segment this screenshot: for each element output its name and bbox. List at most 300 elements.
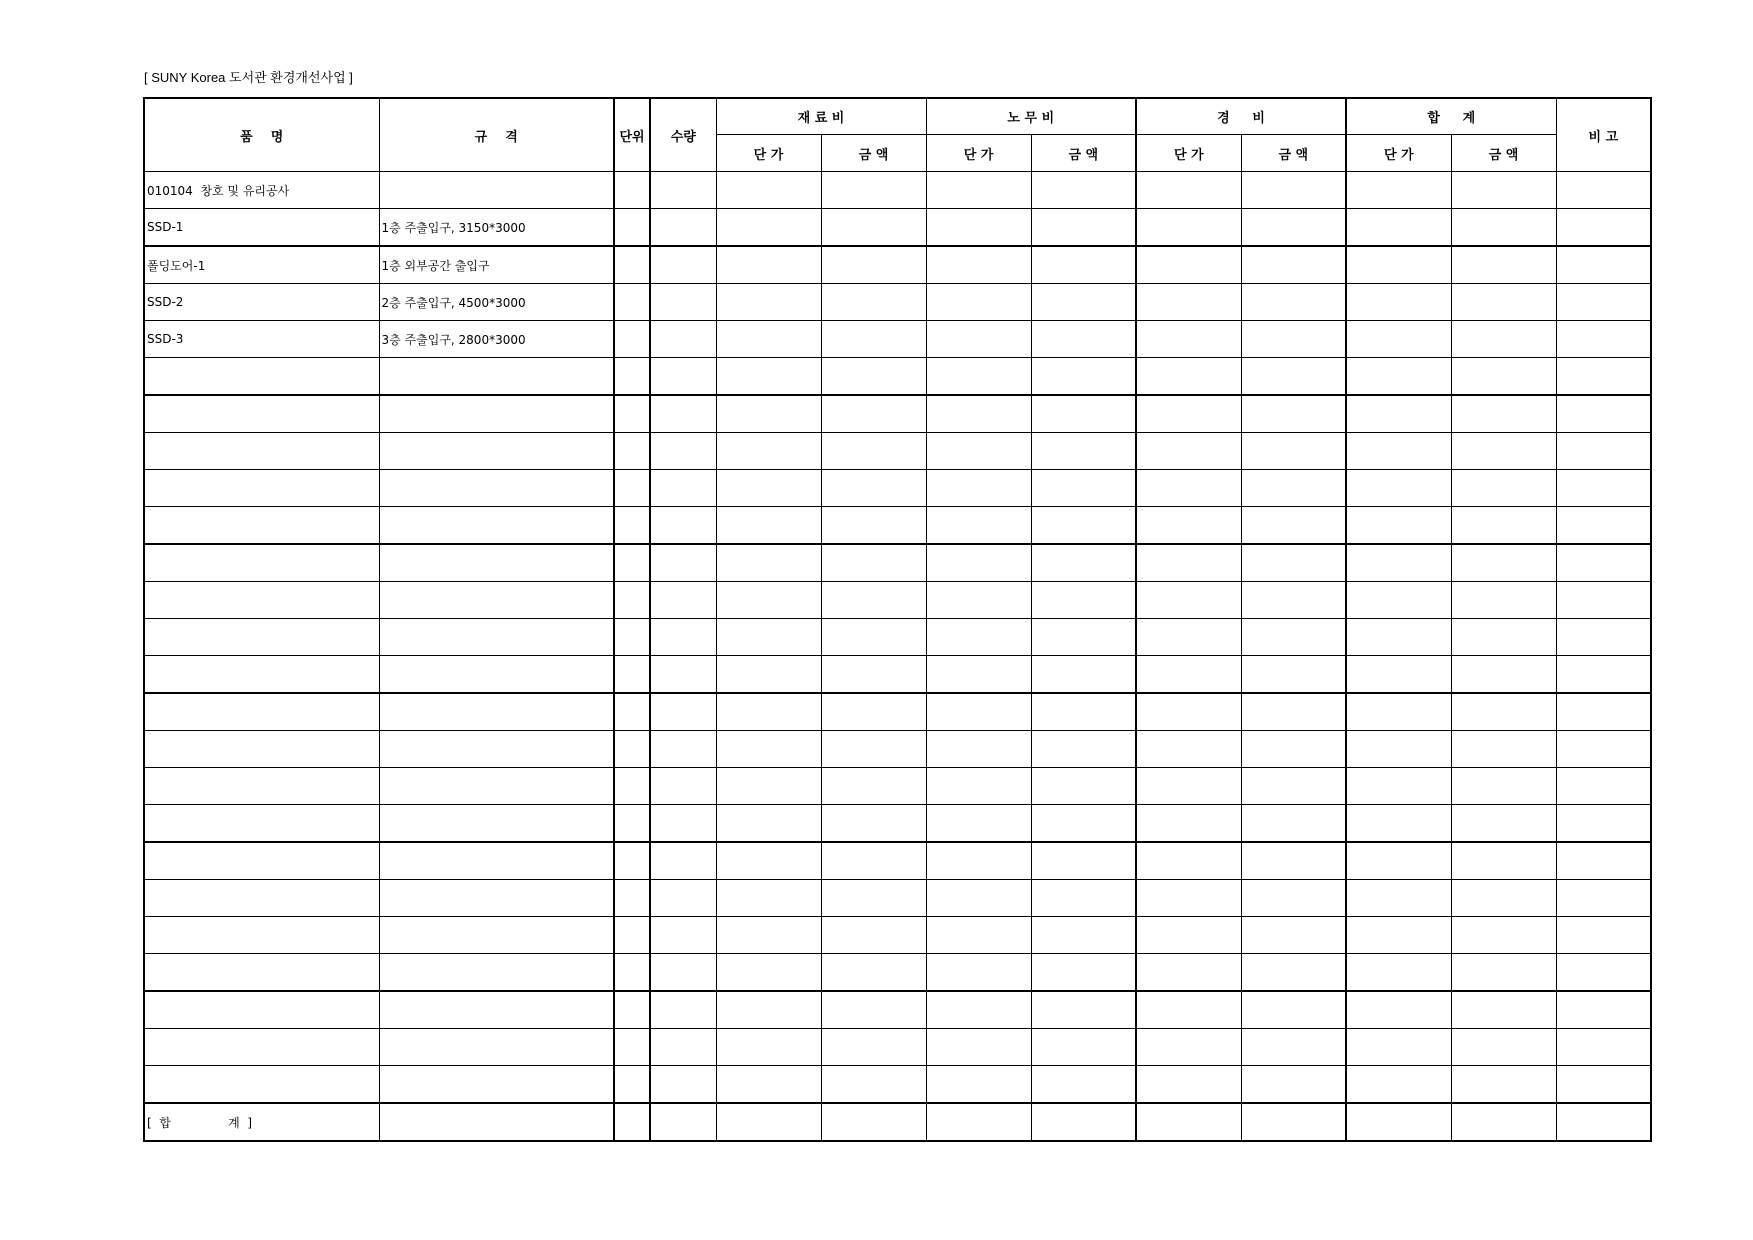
cell-empty [650,544,716,582]
cell-empty [716,284,821,321]
cell-empty [1031,321,1136,358]
cell-empty [1556,619,1651,656]
cell-empty [614,805,650,843]
cell-empty [1346,917,1451,954]
cell-empty [650,619,716,656]
cell-empty [1031,1029,1136,1066]
cell-item: SSD-2 [144,284,379,321]
cell-empty [821,880,926,917]
cell-spec: 1층 외부공간 출입구 [379,246,614,284]
header-total: 합 계 [1346,98,1556,135]
cell-empty [1136,582,1241,619]
cell-empty [1241,321,1346,358]
cell-empty [1451,842,1556,880]
cell-item: SSD-1 [144,209,379,247]
cell-empty [1451,507,1556,545]
cell-item [144,954,379,992]
cell-empty [614,991,650,1029]
cell-empty [1556,470,1651,507]
cell-empty [1346,172,1451,209]
cell-empty [716,731,821,768]
cell-empty [614,470,650,507]
cell-empty [716,470,821,507]
cell-spec: 3층 주출입구, 2800*3000 [379,321,614,358]
cell-empty [926,507,1031,545]
cell-empty [1346,395,1451,433]
cell-empty [926,880,1031,917]
cell-empty [650,991,716,1029]
cell-empty [650,321,716,358]
cell-spec [379,768,614,805]
cell-item [144,395,379,433]
cell-empty [821,619,926,656]
cell-empty [1241,731,1346,768]
cell-item [144,842,379,880]
cell-empty [1556,172,1651,209]
header-labor-amount: 금 액 [1031,135,1136,172]
cell-empty [716,544,821,582]
cell-spec [379,582,614,619]
cell-item: [ 합 계 ] [144,1103,379,1141]
header-unit: 단위 [614,98,650,172]
cell-empty [1241,693,1346,731]
cell-empty [650,507,716,545]
cell-empty [1136,693,1241,731]
cell-empty [1031,880,1136,917]
table-row [144,395,1651,433]
cell-empty [1451,731,1556,768]
table-row [144,805,1651,843]
cell-empty [1451,768,1556,805]
cell-empty [614,544,650,582]
cell-empty [1136,172,1241,209]
cell-empty [1346,1103,1451,1141]
cell-empty [1136,842,1241,880]
cell-empty [614,619,650,656]
cell-spec [379,544,614,582]
header-material: 재 료 비 [716,98,926,135]
cell-empty [614,284,650,321]
cell-empty [1241,582,1346,619]
cell-empty [1031,395,1136,433]
cell-empty [1346,544,1451,582]
cell-empty [926,284,1031,321]
cell-empty [1241,209,1346,247]
cell-empty [1346,842,1451,880]
cell-empty [926,544,1031,582]
cell-empty [926,991,1031,1029]
table-row [144,880,1651,917]
cell-spec [379,880,614,917]
cell-empty [1031,805,1136,843]
cell-empty [716,917,821,954]
cell-spec [379,693,614,731]
cell-empty [1556,582,1651,619]
cell-empty [1136,619,1241,656]
cell-empty [1241,805,1346,843]
cell-empty [1241,246,1346,284]
cell-empty [1241,880,1346,917]
cell-empty [650,693,716,731]
table-row [144,954,1651,992]
cell-empty [614,1103,650,1141]
header-item: 품 명 [144,98,379,172]
cell-empty [1556,1066,1651,1104]
cell-item [144,358,379,396]
cell-empty [650,880,716,917]
cell-empty [650,172,716,209]
cell-empty [716,209,821,247]
cell-empty [1136,991,1241,1029]
table-row [144,917,1651,954]
cell-empty [614,358,650,396]
cell-empty [1136,805,1241,843]
cell-empty [716,246,821,284]
cell-empty [716,172,821,209]
cell-empty [926,805,1031,843]
cell-empty [716,582,821,619]
cell-empty [1136,656,1241,694]
cell-empty [1031,246,1136,284]
cell-empty [821,991,926,1029]
cell-spec [379,1066,614,1104]
cell-empty [1556,321,1651,358]
cell-empty [614,693,650,731]
cell-empty [716,433,821,470]
cell-empty [1136,284,1241,321]
cell-empty [926,656,1031,694]
cell-empty [1136,507,1241,545]
cell-empty [821,1029,926,1066]
cell-empty [650,284,716,321]
cell-empty [614,582,650,619]
cell-empty [1346,656,1451,694]
cell-empty [821,954,926,992]
cell-empty [821,1103,926,1141]
cell-empty [1241,284,1346,321]
cell-empty [821,693,926,731]
table-row [144,768,1651,805]
cell-empty [821,470,926,507]
cell-empty [821,284,926,321]
cell-item [144,470,379,507]
cell-empty [1346,880,1451,917]
cell-empty [926,172,1031,209]
cell-empty [716,395,821,433]
cell-empty [1556,358,1651,396]
cell-empty [1031,1066,1136,1104]
cell-empty [1241,507,1346,545]
cell-empty [1346,507,1451,545]
header-total-unit-price: 단 가 [1346,135,1451,172]
cell-empty [1031,731,1136,768]
cell-empty [1136,544,1241,582]
cell-empty [1241,433,1346,470]
cell-empty [1556,768,1651,805]
cell-empty [716,619,821,656]
header-remarks: 비 고 [1556,98,1651,172]
cell-empty [821,842,926,880]
cell-empty [1031,842,1136,880]
header-expense-unit-price: 단 가 [1136,135,1241,172]
cell-empty [614,172,650,209]
cell-empty [1031,954,1136,992]
cell-empty [716,1066,821,1104]
cell-empty [1031,470,1136,507]
cell-empty [821,917,926,954]
cell-empty [1451,470,1556,507]
cell-empty [1241,917,1346,954]
cell-empty [1031,172,1136,209]
cell-empty [1556,805,1651,843]
table-row [144,209,1651,247]
cell-empty [614,395,650,433]
cell-empty [650,395,716,433]
cell-empty [926,917,1031,954]
cell-empty [1346,768,1451,805]
cell-empty [716,842,821,880]
cell-empty [1451,395,1556,433]
cell-spec [379,433,614,470]
cell-empty [650,470,716,507]
cell-empty [821,1066,926,1104]
cell-spec [379,1103,614,1141]
cell-empty [614,1029,650,1066]
cell-item [144,1029,379,1066]
cell-empty [614,507,650,545]
cell-empty [821,395,926,433]
cell-empty [1346,805,1451,843]
cell-empty [1241,954,1346,992]
document-title: [ SUNY Korea 도서관 환경개선사업 ] [144,70,353,85]
cell-empty [1031,209,1136,247]
table-row [144,1103,1651,1141]
cell-empty [1031,917,1136,954]
table-row [144,507,1651,545]
cell-empty [926,246,1031,284]
cell-empty [1346,954,1451,992]
cell-empty [1556,544,1651,582]
cell-empty [821,656,926,694]
cell-empty [1031,656,1136,694]
cell-empty [1451,1066,1556,1104]
cell-empty [716,805,821,843]
cell-empty [614,1066,650,1104]
cell-item [144,507,379,545]
cell-empty [716,954,821,992]
cell-item [144,582,379,619]
cell-empty [1556,842,1651,880]
table-row [144,731,1651,768]
table-row [144,1029,1651,1066]
header-labor: 노 무 비 [926,98,1136,135]
table-row [144,1066,1651,1104]
cell-empty [926,1103,1031,1141]
cell-empty [650,731,716,768]
cell-empty [1346,731,1451,768]
cell-empty [1451,917,1556,954]
cell-empty [1346,470,1451,507]
cell-spec [379,991,614,1029]
cell-spec [379,507,614,545]
cell-empty [926,842,1031,880]
cell-empty [1556,880,1651,917]
cell-empty [1451,619,1556,656]
cell-empty [926,619,1031,656]
cell-spec [379,917,614,954]
cell-empty [926,1029,1031,1066]
cell-empty [1241,1066,1346,1104]
cell-spec [379,954,614,992]
cell-empty [1241,395,1346,433]
cell-item [144,433,379,470]
cell-empty [1031,544,1136,582]
cell-empty [614,433,650,470]
cell-empty [1346,358,1451,396]
cell-empty [1451,172,1556,209]
cell-empty [614,954,650,992]
cell-spec [379,358,614,396]
cell-empty [1556,731,1651,768]
cell-empty [1136,470,1241,507]
cell-empty [1241,619,1346,656]
cell-empty [1346,1066,1451,1104]
cell-empty [614,246,650,284]
cell-empty [614,768,650,805]
cell-empty [1556,991,1651,1029]
cell-empty [1451,991,1556,1029]
cell-empty [716,656,821,694]
cell-item [144,656,379,694]
table-row [144,619,1651,656]
cell-item [144,991,379,1029]
cell-empty [716,693,821,731]
cell-empty [716,358,821,396]
cell-item [144,768,379,805]
cell-empty [1136,209,1241,247]
cell-empty [1556,507,1651,545]
estimate-table [143,97,1652,1142]
cell-spec: 2층 주출입구, 4500*3000 [379,284,614,321]
cell-empty [1556,1103,1651,1141]
cell-empty [821,544,926,582]
cell-empty [650,433,716,470]
cell-empty [1031,433,1136,470]
cell-empty [1241,842,1346,880]
cell-item [144,917,379,954]
cell-empty [1556,433,1651,470]
cell-empty [821,209,926,247]
cell-empty [614,731,650,768]
cell-empty [1136,880,1241,917]
cell-empty [1346,246,1451,284]
cell-empty [1556,209,1651,247]
cell-empty [1346,991,1451,1029]
cell-empty [1136,1066,1241,1104]
cell-empty [926,433,1031,470]
cell-spec [379,656,614,694]
cell-empty [1241,768,1346,805]
cell-empty [1241,991,1346,1029]
cell-spec [379,1029,614,1066]
cell-empty [650,209,716,247]
cell-item: 010104 창호 및 유리공사 [144,172,379,209]
cell-empty [1031,358,1136,396]
cell-empty [1451,544,1556,582]
cell-empty [1136,1103,1241,1141]
cell-empty [1136,917,1241,954]
cell-empty [1031,768,1136,805]
cell-empty [650,768,716,805]
cell-spec: 1층 주출입구, 3150*3000 [379,209,614,247]
cell-empty [1556,284,1651,321]
cell-spec [379,731,614,768]
cell-empty [716,768,821,805]
cell-empty [1346,209,1451,247]
cell-empty [821,172,926,209]
cell-empty [1451,246,1556,284]
cell-empty [1241,656,1346,694]
cell-empty [1241,358,1346,396]
cell-empty [650,1029,716,1066]
cell-empty [1136,954,1241,992]
cell-empty [1451,656,1556,694]
cell-empty [1451,880,1556,917]
cell-empty [1241,470,1346,507]
cell-item [144,805,379,843]
table-row [144,991,1651,1029]
cell-empty [650,656,716,694]
table-row [144,284,1651,321]
cell-item [144,544,379,582]
cell-empty [926,358,1031,396]
cell-empty [650,954,716,992]
cell-empty [614,880,650,917]
cell-empty [614,321,650,358]
cell-empty [1451,693,1556,731]
cell-empty [1451,358,1556,396]
cell-empty [1346,619,1451,656]
cell-empty [1241,1029,1346,1066]
cell-item [144,880,379,917]
table-row [144,246,1651,284]
table-row [144,358,1651,396]
cell-empty [1346,582,1451,619]
table-row [144,842,1651,880]
cell-item [144,1066,379,1104]
table-row [144,693,1651,731]
cell-empty [821,433,926,470]
cell-empty [1451,1029,1556,1066]
cell-empty [1451,582,1556,619]
cell-empty [1136,768,1241,805]
cell-empty [1241,172,1346,209]
table-row [144,544,1651,582]
cell-empty [1241,544,1346,582]
cell-spec [379,395,614,433]
cell-item [144,693,379,731]
cell-empty [1241,1103,1346,1141]
cell-empty [1451,433,1556,470]
cell-empty [1556,246,1651,284]
cell-spec [379,619,614,656]
cell-empty [716,1103,821,1141]
cell-empty [821,321,926,358]
cell-empty [1346,693,1451,731]
cell-empty [821,805,926,843]
cell-empty [1136,246,1241,284]
cell-empty [1346,321,1451,358]
